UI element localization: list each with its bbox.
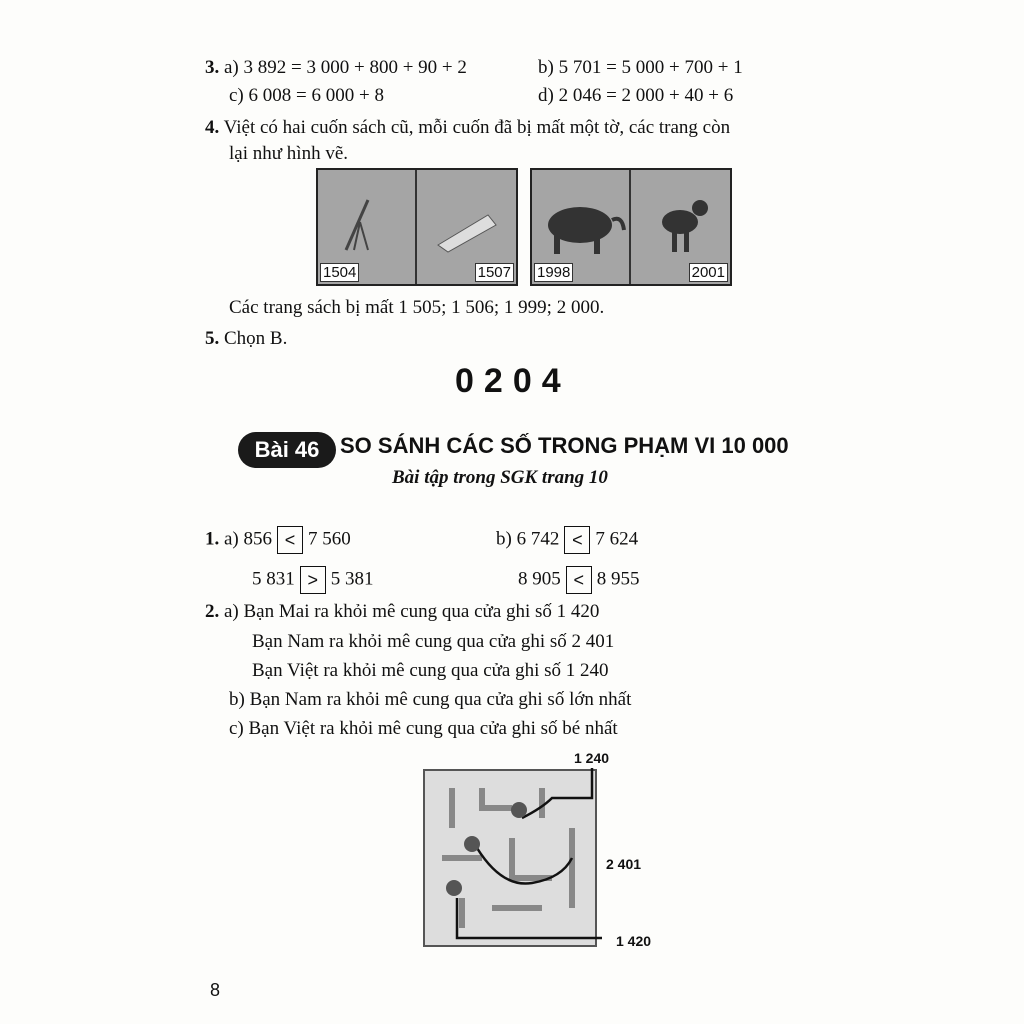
q2-a1 (205, 600, 599, 624)
book-1 (316, 168, 518, 286)
q1-value: 7 560 (308, 528, 351, 550)
compare-box: > (300, 566, 326, 594)
book2-right-page: 2001 (689, 263, 728, 282)
q2-b: b) Bạn Nam ra khỏi mê cung qua cửa ghi số lớn nhất (229, 689, 632, 710)
book-2 (530, 168, 732, 286)
book2-left-page: 1998 (534, 263, 573, 282)
ex5 (205, 327, 287, 351)
q1-value: 7 624 (595, 528, 639, 550)
exit-1420: 1 420 (616, 933, 652, 949)
lesson-title: SO SÁNH CÁC SỐ TRONG PHẠM VI 10 000 (340, 433, 789, 458)
book1-right-page: 1507 (475, 263, 514, 282)
q1-a-label: a) (224, 528, 239, 550)
q1-value: 6 742 (516, 528, 560, 550)
lesson-badge: Bài 46 (238, 432, 336, 468)
compare-box: < (564, 526, 590, 554)
q1-row2-right (518, 566, 640, 594)
ex4-line1 (205, 116, 730, 140)
ex3-row1 (205, 56, 467, 80)
child-nam-icon (464, 836, 480, 852)
child-viet-icon (446, 880, 462, 896)
q1-value: 5 381 (330, 568, 374, 590)
q1-value: 8 905 (518, 568, 561, 590)
q1-value: 856 (243, 528, 273, 550)
ex3-d: d) 2 046 = 2 000 + 40 + 6 (538, 85, 734, 106)
page-number: 8 (210, 980, 221, 1000)
maze-illustration (422, 768, 622, 948)
exit-1240: 1 240 (574, 750, 610, 766)
ex5-number: 5. (205, 328, 220, 349)
ex3-c: c) 6 008 = 6 000 + 8 (229, 85, 384, 106)
q2-c: c) Bạn Việt ra khỏi mê cung qua cửa ghi số bé nhất (229, 718, 618, 739)
lesson-subtitle: Bài tập trong SGK trang 10 (392, 467, 608, 488)
q2-a1-text: a) Bạn Mai ra khỏi mê cung qua cửa ghi số 1 420 (224, 601, 600, 622)
ex4-line2: lại như hình vẽ. (229, 143, 349, 164)
ex3-b: b) 5 701 = 5 000 + 700 + 1 (538, 57, 743, 78)
q2-a3: Bạn Việt ra khỏi mê cung qua cửa ghi số 1 240 (252, 660, 609, 681)
q2-a2: Bạn Nam ra khỏi mê cung qua cửa ghi số 2 401 (252, 631, 615, 652)
book1-left-page: 1504 (320, 263, 359, 282)
q1-number: 1. (205, 528, 220, 550)
child-mai-icon (511, 802, 527, 818)
ex4-number: 4. (205, 117, 220, 138)
q1-row1-right (496, 526, 638, 554)
code-number: 0204 (455, 362, 571, 400)
compare-box: < (566, 566, 592, 594)
ex5-text: Chọn B. (224, 328, 288, 349)
ex4-answer: Các trang sách bị mất 1 505; 1 506; 1 999; 2 000. (229, 297, 605, 318)
ex3-a: a) 3 892 = 3 000 + 800 + 90 + 2 (224, 57, 467, 78)
q1-row2-left (252, 566, 374, 594)
exit-2401: 2 401 (606, 856, 642, 872)
compare-box: < (277, 526, 303, 554)
ex4-text: Việt có hai cuốn sách cũ, mỗi cuốn đã bị mất một tờ, các trang còn (223, 117, 731, 138)
q1-value: 8 955 (596, 568, 640, 590)
q1-value: 5 831 (252, 568, 295, 590)
q1-b-label: b) (496, 528, 512, 550)
ex3-number: 3. (205, 57, 220, 78)
q2-number: 2. (205, 601, 220, 622)
q1-row1-left (205, 526, 351, 554)
